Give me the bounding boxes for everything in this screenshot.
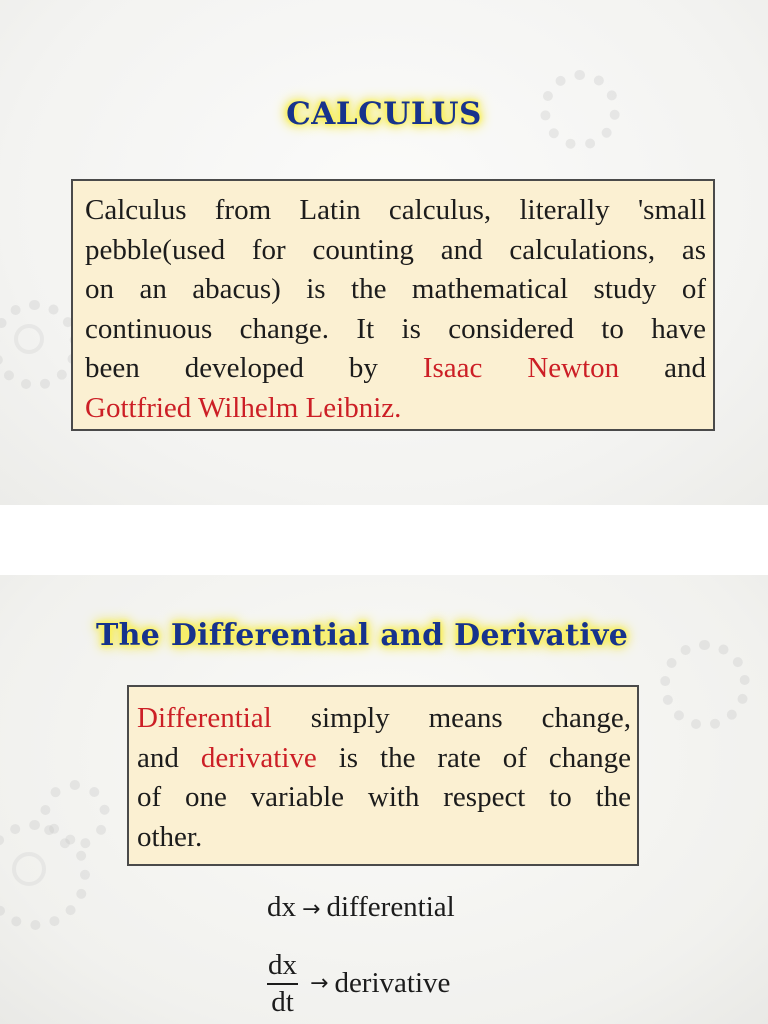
calculus-title: CALCULUS — [286, 96, 482, 132]
differential-derivative-title: The Differential and Derivative — [96, 618, 629, 653]
leibniz-name: Gottfried Wilhelm Leibniz. — [85, 391, 402, 424]
definition-line-3: of one variable with respect to the — [137, 781, 631, 813]
differential-formula — [267, 891, 455, 924]
definition-text: is the rate of change — [338, 741, 632, 774]
right-arrow-icon: → — [302, 897, 321, 922]
definition-line-4: other. — [137, 820, 203, 853]
definition-text: and — [137, 741, 179, 774]
fraction-numerator: dx — [267, 950, 298, 985]
definition-box — [127, 685, 639, 866]
term-derivative: derivative — [200, 741, 317, 774]
derivative-fraction — [267, 950, 298, 1017]
definition-line-1 — [137, 699, 631, 739]
definition-line-2 — [137, 739, 631, 779]
calculus-intro-box — [71, 179, 715, 431]
differential-label: differential — [326, 891, 455, 923]
term-differential: Differential — [137, 702, 272, 734]
gear-watermark-icon — [660, 640, 750, 730]
differential-symbol: dx — [267, 891, 296, 923]
fraction-denominator: dt — [271, 986, 294, 1018]
gear-watermark-icon — [40, 780, 110, 850]
intro-developed-by: been developed by — [85, 352, 378, 384]
intro-line: pebble(used for counting and calculations, as — [85, 233, 706, 266]
right-arrow-icon: → — [310, 971, 329, 996]
gear-watermark-icon — [12, 852, 46, 886]
gear-watermark-icon — [14, 324, 44, 354]
definition-text: simply means change, — [310, 702, 631, 734]
intro-and: and — [664, 352, 707, 384]
derivative-formula — [267, 950, 450, 1017]
intro-line: continuous change. It is considered to have — [85, 312, 706, 345]
intro-line-developers — [85, 349, 706, 389]
intro-line: on an abacus) is the mathematical study of — [85, 273, 706, 305]
intro-line: Calculus from Latin calculus, literally 'small — [85, 194, 706, 226]
derivative-label: derivative — [334, 967, 451, 999]
page-gap — [0, 505, 768, 575]
newton-name: Isaac Newton — [422, 352, 620, 384]
